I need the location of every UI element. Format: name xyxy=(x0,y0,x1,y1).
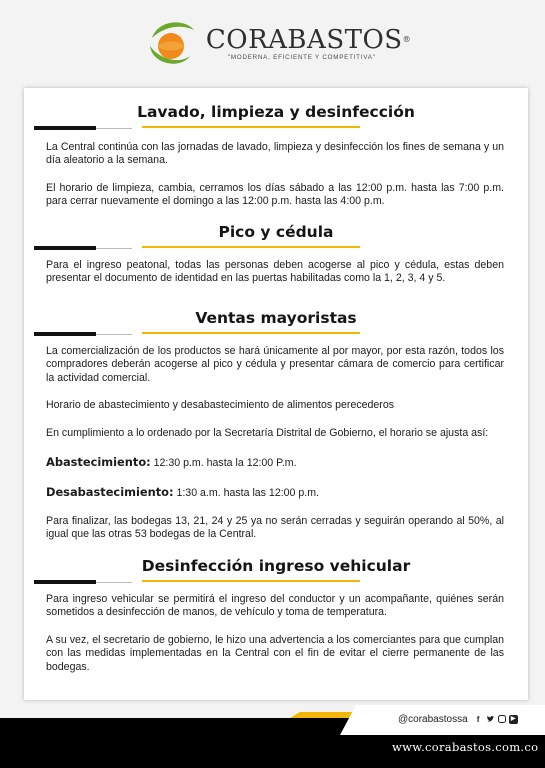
section-divider xyxy=(24,579,528,585)
brand-tagline: "MODERNA, EFICIENTE Y COMPETITIVA" xyxy=(227,53,376,61)
paragraph: A su vez, el secretario de gobierno, le hizo una advertencia a los comerciantes para que cumplan con las medidas implementadas en la Central con el fin de evitar el cierre permanente de las bodegas. xyxy=(46,633,504,673)
social-handle xyxy=(398,714,518,725)
schedule-value: 1:30 a.m. hasta las 12:00 p.m. xyxy=(173,487,319,500)
section-divider xyxy=(24,125,528,131)
paragraph: La Central continúa con las jornadas de lavado, limpieza y desinfección los fines de semana y un día aleatorio a la semana. xyxy=(46,141,504,167)
paragraph: En cumplimiento a lo ordenado por la Secretaría Distrital de Gobierno, el horario se ajusta así: xyxy=(46,426,489,439)
paragraph: El horario de limpieza, cambia, cerramos los días sábado a las 12:00 p.m. hasta las 7:00 p.m. para cerrar nuevamente el domingo a las 12:00 p.m. hasta las 4:00 p.m. xyxy=(46,181,504,208)
section-lavado xyxy=(24,102,528,209)
paragraph: Horario de abastecimiento y desabastecimiento de alimentos perecederos xyxy=(46,399,395,412)
instagram-icon[interactable] xyxy=(498,715,506,723)
schedule-label: Abastecimiento: xyxy=(46,455,151,470)
brand-name: CORABASTOS® xyxy=(205,24,412,55)
section-divider xyxy=(24,331,528,337)
paragraph: Para finalizar, las bodegas 13, 21, 24 y 25 ya no serán cerradas y seguirán operando al 50%, al igual que las otras 53 bodegas de la Central. xyxy=(46,514,504,541)
schedule-value: 12:30 p.m. hasta la 12:00 P.m. xyxy=(150,457,297,470)
section-title: Desinfección ingreso vehicular xyxy=(141,557,411,575)
section-title: Pico y cédula xyxy=(218,223,334,241)
facebook-icon[interactable]: f xyxy=(476,715,480,724)
schedule-row xyxy=(24,456,528,470)
section-title: Lavado, limpieza y desinfección xyxy=(137,103,415,121)
header xyxy=(0,0,545,86)
youtube-icon[interactable]: ▶ xyxy=(509,715,518,724)
paragraph: La comercialización de los productos se hará únicamente al por mayor, por esta razón, todos los compradores deberán acogerse al pico y cédula y presentar cámara de comercio para certificar la actividad comercial. xyxy=(46,345,504,384)
website-link[interactable]: www.corabastos.com.co xyxy=(392,740,539,754)
paragraph: Para el ingreso peatonal, todas las personas deben acogerse al pico y cédula, estas deben presentar el documento de identidad en las puertas habilitadas como la 1, 2, 3, 4 y 5. xyxy=(46,259,504,285)
social-icons xyxy=(474,715,518,724)
section-desinfeccion-vehicular xyxy=(24,556,528,674)
section-divider xyxy=(24,245,528,251)
logo xyxy=(144,16,411,70)
section-pico-cedula xyxy=(24,222,528,286)
corabastos-logo-icon xyxy=(144,16,198,70)
handle-text[interactable]: @corabastossa xyxy=(398,714,468,725)
section-ventas-mayoristas xyxy=(24,308,528,542)
content-card xyxy=(24,88,528,700)
schedule-label: Desabastecimiento: xyxy=(46,485,174,500)
paragraph: Para ingreso vehicular se permitirá el ingreso del conductor y un acompañante, quiénes serán sometidos a desinfección de manos, de vehículo y toma de temperatura. xyxy=(46,593,504,619)
schedule-row xyxy=(24,486,528,500)
twitter-icon[interactable] xyxy=(486,715,495,724)
section-title: Ventas mayoristas xyxy=(195,309,357,327)
